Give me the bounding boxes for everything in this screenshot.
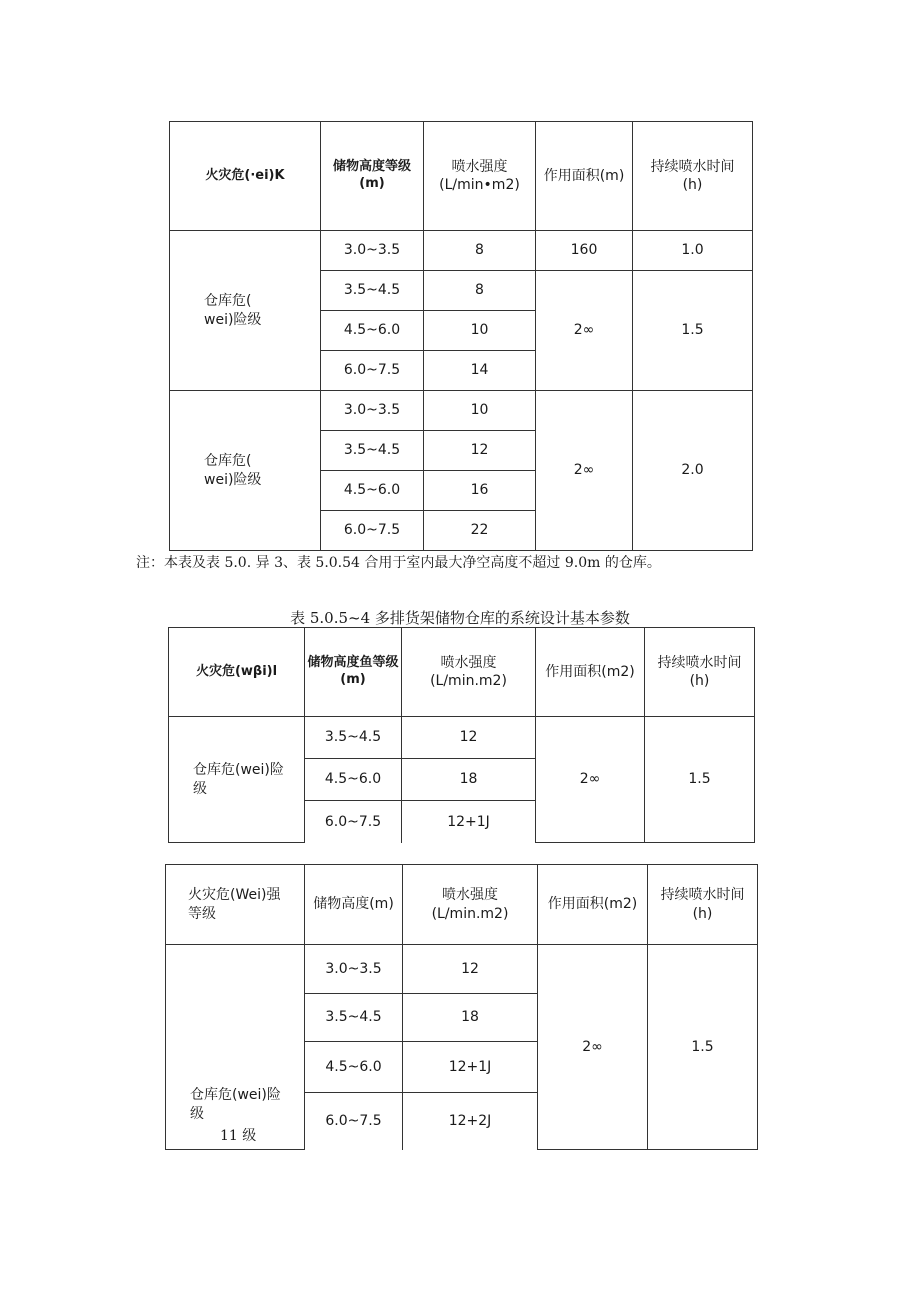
intensity-cell: 8 [424, 231, 536, 271]
height-cell: 3.0~3.5 [321, 231, 424, 271]
header-time: 持续喷水时间 (h) [633, 122, 753, 231]
sprinkler-table-3 [165, 864, 758, 1150]
header-time: 持续喷水时间 (h) [648, 865, 758, 945]
time-cell: 1.5 [648, 945, 758, 1150]
intensity-cell: 12 [424, 431, 536, 471]
sprinkler-table-1 [169, 121, 753, 551]
height-cell: 4.5~6.0 [305, 1042, 403, 1093]
hazard-label: 仓库危(wei)险 级 11 级 [166, 945, 305, 1150]
area-cell: 160 [536, 231, 633, 271]
area-cell: 2∞ [536, 271, 633, 391]
time-cell: 1.5 [645, 717, 755, 843]
header-height: 储物高度等级 (m) [321, 122, 424, 231]
intensity-cell: 8 [424, 271, 536, 311]
header-height: 储物高度鱼等级 (m) [305, 628, 402, 717]
intensity-cell: 16 [424, 471, 536, 511]
height-cell: 3.5~4.5 [321, 271, 424, 311]
hazard-label: 仓库危(wei)险 级 [169, 717, 305, 843]
height-cell: 3.5~4.5 [321, 431, 424, 471]
intensity-cell: 18 [403, 994, 538, 1042]
hazard-label: 仓库危( wei)险级 [170, 231, 321, 391]
header-area: 作用面积(m) [536, 122, 633, 231]
intensity-cell: 14 [424, 351, 536, 391]
header-area: 作用面积(m2) [536, 628, 645, 717]
intensity-cell: 18 [402, 759, 536, 801]
header-height: 储物高度(m) [305, 865, 403, 945]
intensity-cell: 12+2J [403, 1093, 538, 1150]
area-cell: 2∞ [538, 945, 648, 1150]
header-hazard: 火灾危(·ei)K [170, 122, 321, 231]
intensity-cell: 22 [424, 511, 536, 551]
time-cell: 1.5 [633, 271, 753, 391]
header-area: 作用面积(m2) [538, 865, 648, 945]
intensity-cell: 12+1J [402, 801, 536, 843]
area-cell: 2∞ [536, 717, 645, 843]
header-intensity: 喷水强度 (L/min.m2) [402, 628, 536, 717]
sprinkler-table-2 [168, 627, 755, 843]
header-intensity: 喷水强度 (L/min.m2) [403, 865, 538, 945]
height-cell: 4.5~6.0 [321, 471, 424, 511]
header-hazard: 火灾危(wβi)l [169, 628, 305, 717]
height-cell: 6.0~7.5 [305, 1093, 403, 1150]
height-cell: 3.0~3.5 [321, 391, 424, 431]
intensity-cell: 12+1J [403, 1042, 538, 1093]
hazard-label: 仓库危( wei)险级 [170, 391, 321, 551]
intensity-cell: 10 [424, 391, 536, 431]
height-cell: 6.0~7.5 [321, 511, 424, 551]
intensity-cell: 10 [424, 311, 536, 351]
height-cell: 3.0~3.5 [305, 945, 403, 994]
height-cell: 6.0~7.5 [305, 801, 402, 843]
height-cell: 4.5~6.0 [321, 311, 424, 351]
area-cell: 2∞ [536, 391, 633, 551]
header-intensity: 喷水强度 (L/min•m2) [424, 122, 536, 231]
height-cell: 3.5~4.5 [305, 994, 403, 1042]
time-cell: 1.0 [633, 231, 753, 271]
intensity-cell: 12 [402, 717, 536, 759]
height-cell: 3.5~4.5 [305, 717, 402, 759]
header-time: 持续喷水时间 (h) [645, 628, 755, 717]
intensity-cell: 12 [403, 945, 538, 994]
header-hazard: 火灾危(Wei)强 等级 [166, 865, 305, 945]
table-caption: 表 5.0.5~4 多排货架储物仓库的系统设计基本参数 [290, 609, 630, 627]
time-cell: 2.0 [633, 391, 753, 551]
height-cell: 4.5~6.0 [305, 759, 402, 801]
height-cell: 6.0~7.5 [321, 351, 424, 391]
table-note: 注：本表及表 5.0. 异 3、表 5.0.54 合用于室内最大净空高度不超过 9.0m 的仓库。 [136, 555, 661, 571]
